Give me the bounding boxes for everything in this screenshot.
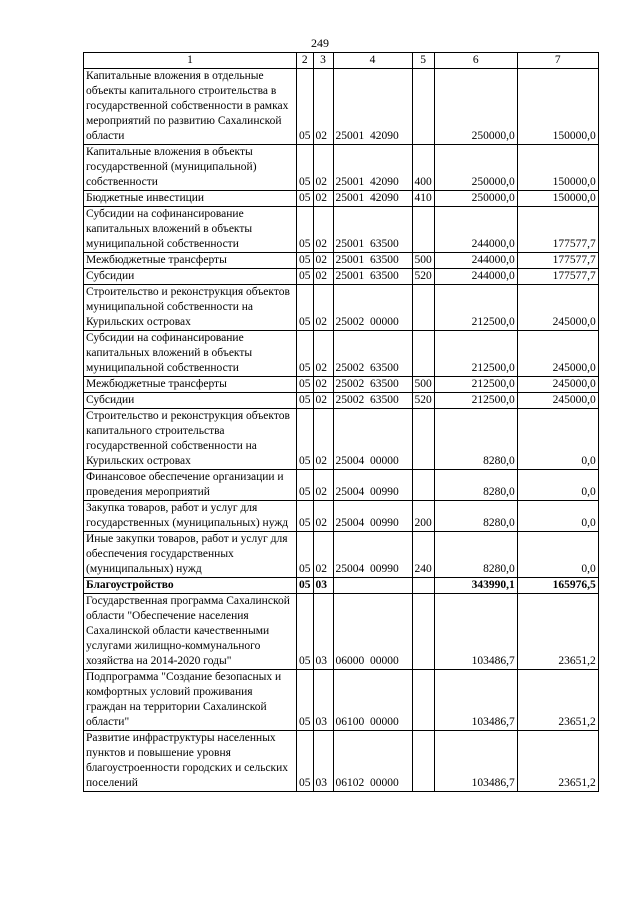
row-amount-2: 23651,2 xyxy=(517,594,598,670)
row-name: Межбюджетные трансферты xyxy=(84,253,297,269)
row-section: 05 xyxy=(297,501,314,532)
row-subsection: 02 xyxy=(313,409,333,470)
row-section: 05 xyxy=(297,470,314,501)
row-section: 05 xyxy=(297,532,314,578)
row-expense-type: 240 xyxy=(412,532,434,578)
row-target-article: 06102 00000 xyxy=(333,731,412,792)
row-section: 05 xyxy=(297,191,314,207)
row-target-article: 25001 42090 xyxy=(333,145,412,191)
row-amount-2: 0,0 xyxy=(517,532,598,578)
row-amount-1: 8280,0 xyxy=(434,501,517,532)
row-target-article: 25002 63500 xyxy=(333,331,412,377)
table-row xyxy=(84,594,599,670)
row-target-article: 25004 00990 xyxy=(333,532,412,578)
row-expense-type xyxy=(412,594,434,670)
row-amount-2: 245000,0 xyxy=(517,377,598,393)
row-subsection: 02 xyxy=(313,377,333,393)
row-amount-1: 212500,0 xyxy=(434,393,517,409)
row-amount-2: 177577,7 xyxy=(517,269,598,285)
row-expense-type: 410 xyxy=(412,191,434,207)
row-section: 05 xyxy=(297,331,314,377)
row-section: 05 xyxy=(297,578,314,594)
row-name: Бюджетные инвестиции xyxy=(84,191,297,207)
page-number: 249 xyxy=(311,36,329,50)
row-amount-1: 343990,1 xyxy=(434,578,517,594)
row-expense-type xyxy=(412,207,434,253)
row-amount-1: 212500,0 xyxy=(434,377,517,393)
row-amount-2: 245000,0 xyxy=(517,331,598,377)
row-amount-2: 0,0 xyxy=(517,470,598,501)
row-section: 05 xyxy=(297,670,314,731)
row-expense-type: 500 xyxy=(412,377,434,393)
table-row xyxy=(84,532,599,578)
table-row xyxy=(84,393,599,409)
row-name: Подпрограмма "Создание безопасных и комфортных условий проживания граждан на территории Сахалинской области" xyxy=(84,670,297,731)
row-expense-type xyxy=(412,578,434,594)
budget-table xyxy=(83,52,599,792)
row-expense-type: 500 xyxy=(412,253,434,269)
table-row xyxy=(84,207,599,253)
row-name: Субсидии xyxy=(84,269,297,285)
row-amount-2: 165976,5 xyxy=(517,578,598,594)
table-row xyxy=(84,331,599,377)
row-target-article: 25004 00000 xyxy=(333,409,412,470)
row-target-article: 25002 00000 xyxy=(333,285,412,331)
row-amount-2: 0,0 xyxy=(517,501,598,532)
row-target-article: 25001 42090 xyxy=(333,69,412,145)
row-target-article: 25001 63500 xyxy=(333,207,412,253)
row-target-article: 25001 63500 xyxy=(333,269,412,285)
row-subsection: 03 xyxy=(313,578,333,594)
table-row xyxy=(84,285,599,331)
row-target-article: 25002 63500 xyxy=(333,377,412,393)
row-section: 05 xyxy=(297,731,314,792)
row-expense-type xyxy=(412,69,434,145)
row-subsection: 02 xyxy=(313,532,333,578)
row-target-article: 25004 00990 xyxy=(333,470,412,501)
row-name: Государственная программа Сахалинской области "Обеспечение населения Сахалинской области качественными услугами жилищно-коммунального хозяйства на 2014-2020 годы" xyxy=(84,594,297,670)
row-target-article: 25001 63500 xyxy=(333,253,412,269)
row-name: Субсидии на софинансирование капитальных вложений в объекты муниципальной собственности xyxy=(84,331,297,377)
row-amount-1: 244000,0 xyxy=(434,207,517,253)
row-amount-1: 250000,0 xyxy=(434,69,517,145)
header-col-3: 3 xyxy=(313,53,333,69)
row-subsection: 02 xyxy=(313,207,333,253)
row-section: 05 xyxy=(297,393,314,409)
row-subsection: 02 xyxy=(313,470,333,501)
row-section: 05 xyxy=(297,269,314,285)
row-amount-2: 150000,0 xyxy=(517,69,598,145)
row-section: 05 xyxy=(297,285,314,331)
header-col-4: 4 xyxy=(333,53,412,69)
row-target-article: 25001 42090 xyxy=(333,191,412,207)
row-target-article: 25002 63500 xyxy=(333,393,412,409)
row-expense-type: 400 xyxy=(412,145,434,191)
header-col-2: 2 xyxy=(297,53,314,69)
row-target-article: 25004 00990 xyxy=(333,501,412,532)
row-amount-1: 103486,7 xyxy=(434,670,517,731)
table-row xyxy=(84,501,599,532)
row-subsection: 02 xyxy=(313,145,333,191)
row-amount-2: 150000,0 xyxy=(517,191,598,207)
row-target-article xyxy=(333,578,412,594)
row-expense-type xyxy=(412,731,434,792)
table-row xyxy=(84,269,599,285)
row-amount-2: 245000,0 xyxy=(517,393,598,409)
row-subsection: 02 xyxy=(313,69,333,145)
row-amount-1: 8280,0 xyxy=(434,532,517,578)
row-amount-2: 23651,2 xyxy=(517,731,598,792)
row-subsection: 02 xyxy=(313,191,333,207)
row-amount-1: 103486,7 xyxy=(434,594,517,670)
row-amount-2: 177577,7 xyxy=(517,253,598,269)
header-col-6: 6 xyxy=(434,53,517,69)
row-name: Иные закупки товаров, работ и услуг для обеспечения государственных (муниципальных) нужд xyxy=(84,532,297,578)
row-expense-type: 200 xyxy=(412,501,434,532)
table-row xyxy=(84,191,599,207)
table-row xyxy=(84,578,599,594)
row-subsection: 03 xyxy=(313,594,333,670)
row-amount-1: 250000,0 xyxy=(434,191,517,207)
row-expense-type xyxy=(412,409,434,470)
row-subsection: 03 xyxy=(313,670,333,731)
row-expense-type xyxy=(412,470,434,501)
row-amount-2: 177577,7 xyxy=(517,207,598,253)
row-amount-2: 150000,0 xyxy=(517,145,598,191)
row-amount-2: 0,0 xyxy=(517,409,598,470)
row-subsection: 02 xyxy=(313,269,333,285)
table-row xyxy=(84,670,599,731)
table-row xyxy=(84,253,599,269)
row-amount-1: 244000,0 xyxy=(434,269,517,285)
row-name: Капитальные вложения в отдельные объекты капитального строительства в государственной собственности в рамках мероприятий по развитию Сахалинской области xyxy=(84,69,297,145)
row-name: Межбюджетные трансферты xyxy=(84,377,297,393)
row-subsection: 02 xyxy=(313,393,333,409)
table-row xyxy=(84,731,599,792)
row-section: 05 xyxy=(297,594,314,670)
table-row xyxy=(84,409,599,470)
row-amount-1: 8280,0 xyxy=(434,409,517,470)
header-row xyxy=(84,53,599,69)
row-name: Финансовое обеспечение организации и проведения мероприятий xyxy=(84,470,297,501)
row-subsection: 02 xyxy=(313,501,333,532)
row-subsection: 03 xyxy=(313,731,333,792)
row-expense-type xyxy=(412,331,434,377)
row-name: Благоустройство xyxy=(84,578,297,594)
row-expense-type xyxy=(412,670,434,731)
header-col-1: 1 xyxy=(84,53,297,69)
table-body xyxy=(84,53,599,792)
row-amount-1: 8280,0 xyxy=(434,470,517,501)
table-row xyxy=(84,377,599,393)
row-expense-type xyxy=(412,285,434,331)
row-subsection: 02 xyxy=(313,331,333,377)
row-name: Строительство и реконструкция объектов муниципальной собственности на Курильских островах xyxy=(84,285,297,331)
row-section: 05 xyxy=(297,409,314,470)
row-amount-1: 244000,0 xyxy=(434,253,517,269)
row-section: 05 xyxy=(297,207,314,253)
header-col-5: 5 xyxy=(412,53,434,69)
row-amount-1: 103486,7 xyxy=(434,731,517,792)
row-name: Субсидии на софинансирование капитальных вложений в объекты муниципальной собственности xyxy=(84,207,297,253)
table-row xyxy=(84,69,599,145)
row-section: 05 xyxy=(297,145,314,191)
row-target-article: 06100 00000 xyxy=(333,670,412,731)
table-row xyxy=(84,145,599,191)
row-name: Субсидии xyxy=(84,393,297,409)
row-subsection: 02 xyxy=(313,253,333,269)
row-name: Закупка товаров, работ и услуг для государственных (муниципальных) нужд xyxy=(84,501,297,532)
row-amount-1: 212500,0 xyxy=(434,285,517,331)
table-row xyxy=(84,470,599,501)
row-section: 05 xyxy=(297,377,314,393)
row-name: Строительство и реконструкция объектов капитального строительства государственной собственности на Курильских островах xyxy=(84,409,297,470)
row-section: 05 xyxy=(297,69,314,145)
row-subsection: 02 xyxy=(313,285,333,331)
row-name: Развитие инфраструктуры населенных пунктов и повышение уровня благоустроенности городских и сельских поселений xyxy=(84,731,297,792)
row-amount-1: 212500,0 xyxy=(434,331,517,377)
row-target-article: 06000 00000 xyxy=(333,594,412,670)
row-expense-type: 520 xyxy=(412,393,434,409)
row-section: 05 xyxy=(297,253,314,269)
header-col-7: 7 xyxy=(517,53,598,69)
row-name: Капитальные вложения в объекты государственной (муниципальной) собственности xyxy=(84,145,297,191)
row-amount-2: 23651,2 xyxy=(517,670,598,731)
row-amount-1: 250000,0 xyxy=(434,145,517,191)
row-amount-2: 245000,0 xyxy=(517,285,598,331)
row-expense-type: 520 xyxy=(412,269,434,285)
